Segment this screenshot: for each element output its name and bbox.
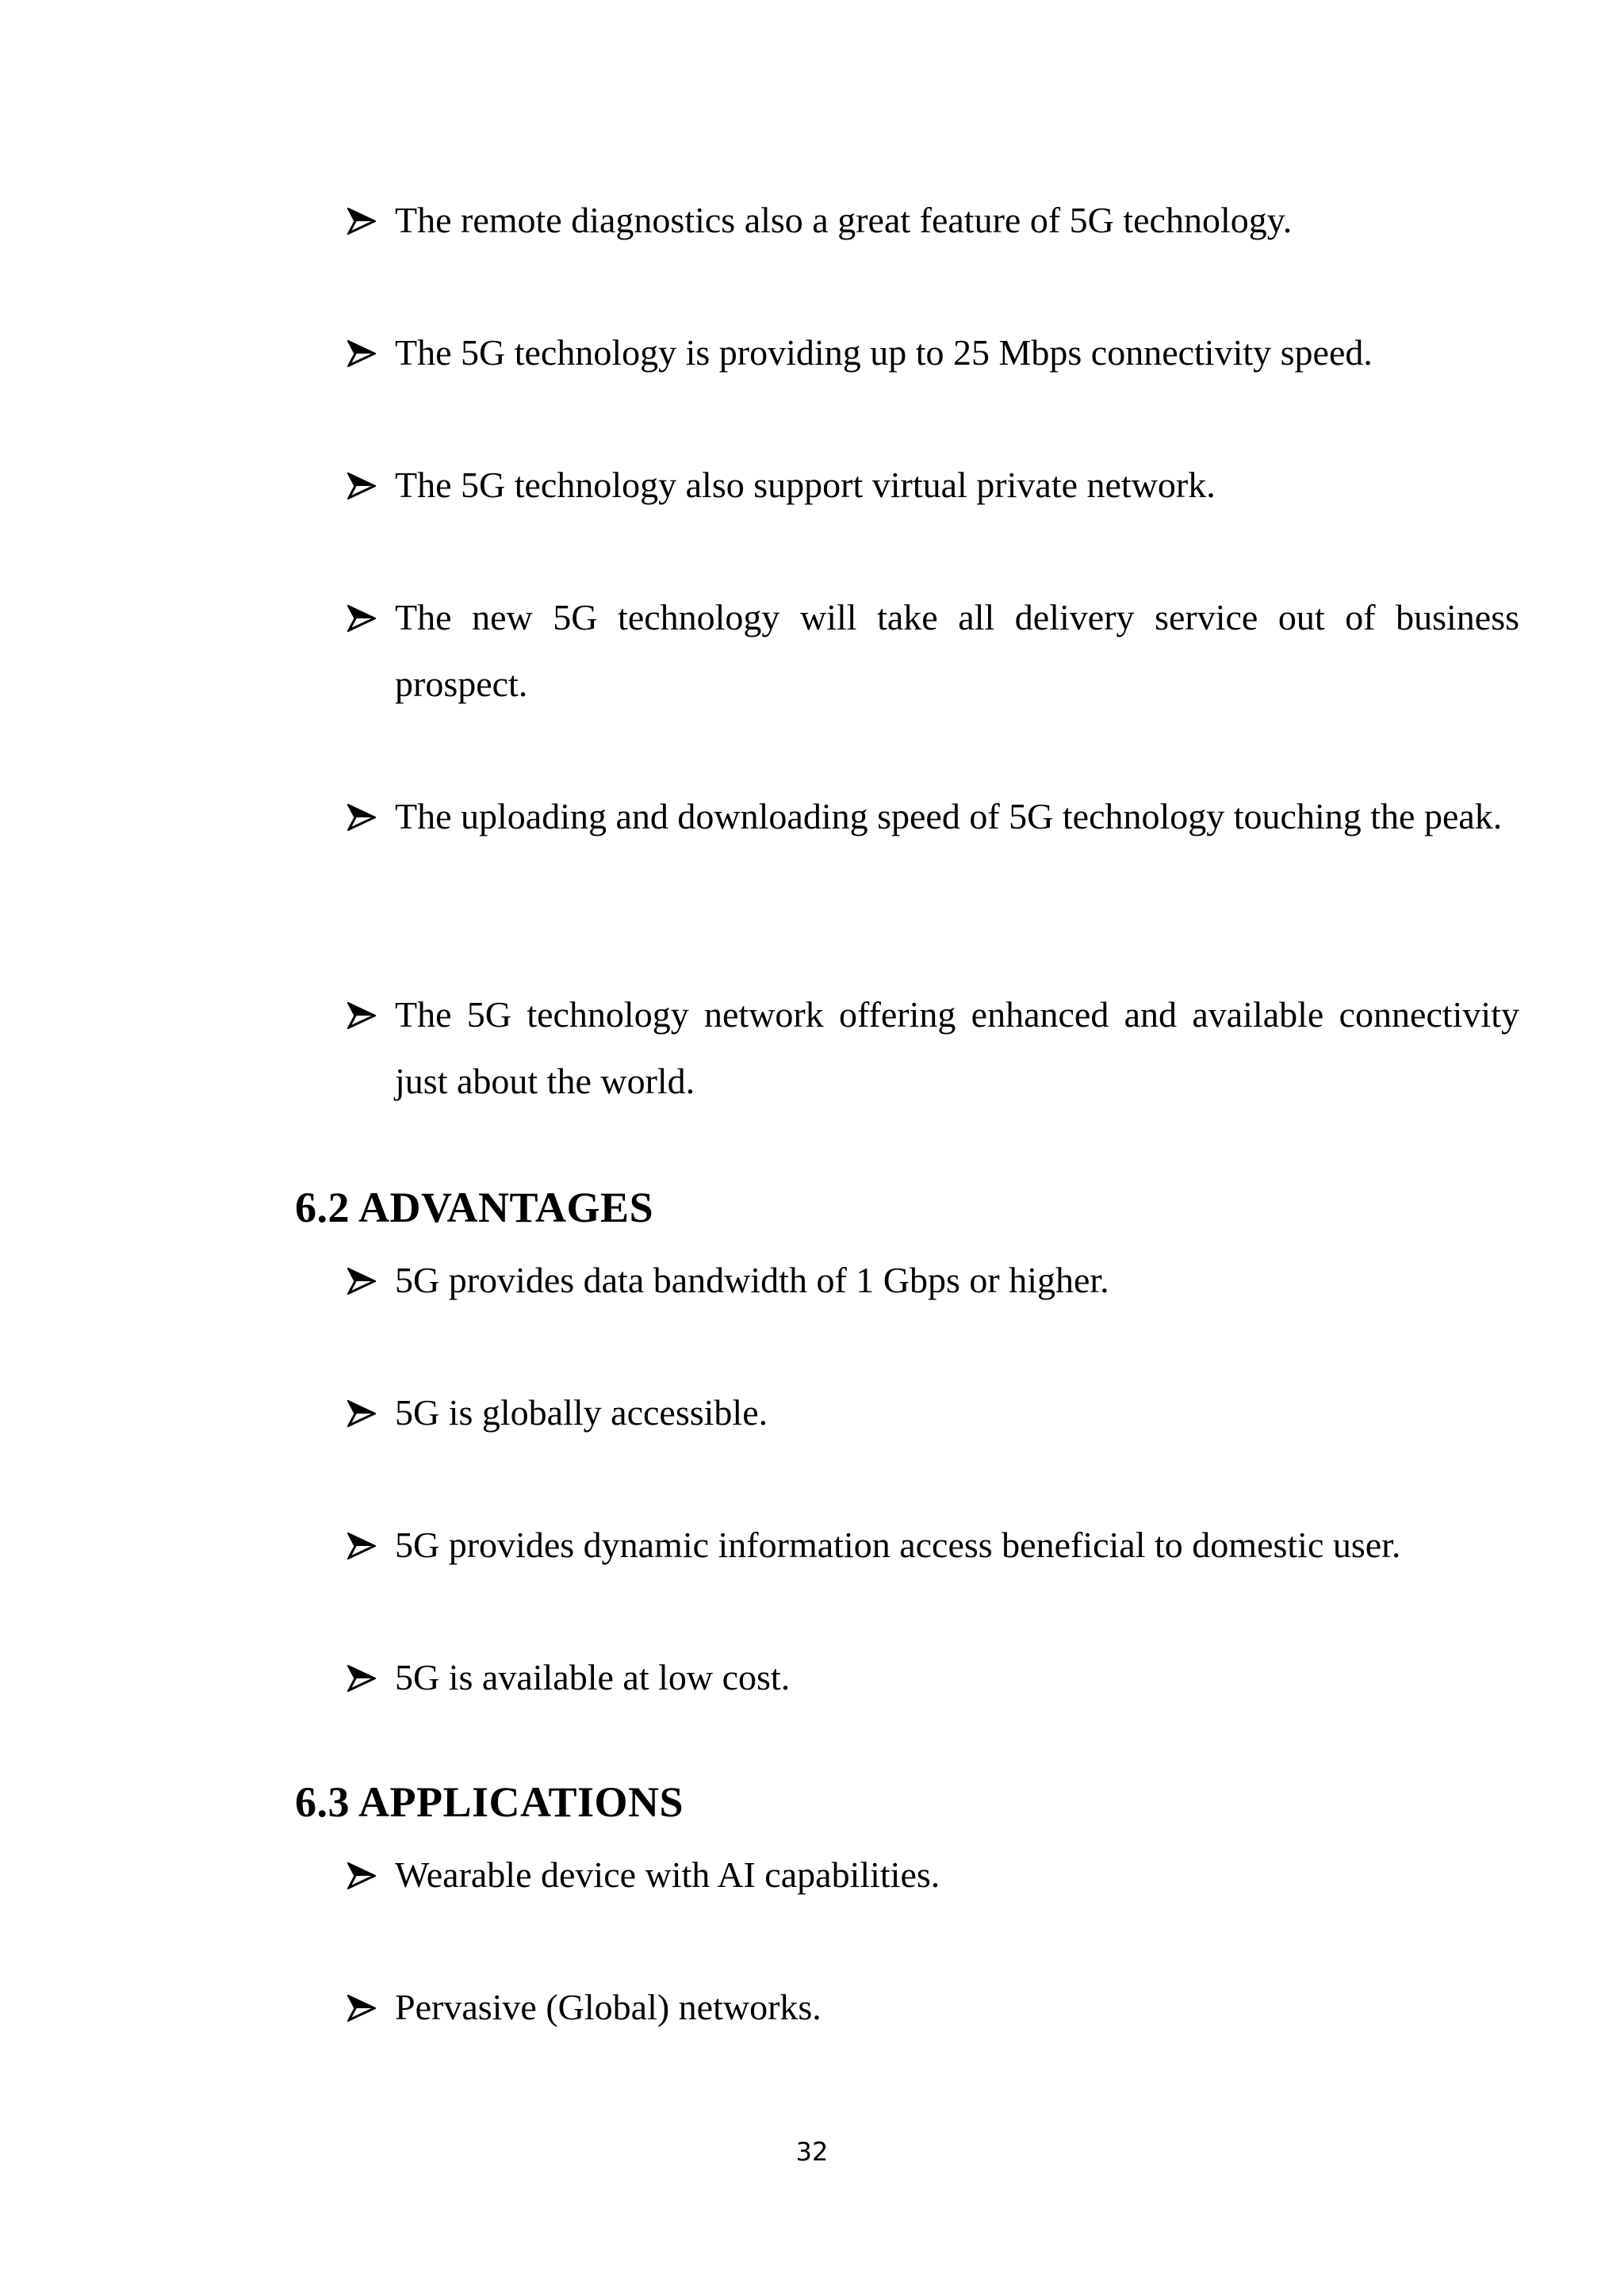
list-item-text: The remote diagnostics also a great feature of 5G technology. (395, 200, 1293, 240)
list-item-text: 5G is globally accessible. (395, 1392, 768, 1433)
arrowhead-bullet-icon (346, 1247, 385, 1314)
section-heading-applications: 6.3 APPLICATIONS (295, 1778, 684, 1826)
list-item-text: Pervasive (Global) networks. (395, 1987, 822, 2027)
list-item-text: 5G provides dynamic information access beneficial to domestic user. (395, 1525, 1401, 1565)
list-item (346, 187, 1519, 254)
list-item-text: The 5G technology also support virtual private network. (395, 465, 1216, 505)
list-item (346, 584, 1519, 718)
arrowhead-bullet-icon (346, 452, 385, 519)
list-item (346, 1644, 1519, 1711)
list-item (346, 1380, 1519, 1446)
list-item-text: The new 5G technology will take all delivery service out of business prospect. (395, 597, 1519, 704)
list-item (346, 452, 1519, 519)
arrowhead-bullet-icon (346, 1842, 385, 1908)
section-heading-advantages: 6.2 ADVANTAGES (295, 1184, 654, 1231)
list-item-text: 5G provides data bandwidth of 1 Gbps or higher. (395, 1260, 1109, 1300)
arrowhead-bullet-icon (346, 783, 385, 850)
arrowhead-bullet-icon (346, 584, 385, 651)
arrowhead-bullet-icon (346, 187, 385, 254)
arrowhead-bullet-icon (346, 1644, 385, 1711)
arrowhead-bullet-icon (346, 1512, 385, 1578)
list-item-text: The 5G technology network offering enhanced and available connectivity just about the world. (395, 994, 1519, 1101)
list-item (346, 320, 1519, 386)
list-item (346, 982, 1519, 1115)
list-item (346, 1247, 1519, 1314)
list-item (346, 1842, 1519, 1908)
page-number: 32 (795, 2137, 829, 2167)
list-item (346, 1512, 1519, 1578)
arrowhead-bullet-icon (346, 1974, 385, 2041)
arrowhead-bullet-icon (346, 320, 385, 386)
arrowhead-bullet-icon (346, 1380, 385, 1446)
list-item-text: The uploading and downloading speed of 5G technology touching the peak. (395, 796, 1503, 836)
list-item-text: Wearable device with AI capabilities. (395, 1854, 940, 1895)
list-item (346, 783, 1519, 850)
arrowhead-bullet-icon (346, 982, 385, 1048)
list-item (346, 1974, 1519, 2041)
list-item-text: The 5G technology is providing up to 25 Mbps connectivity speed. (395, 332, 1373, 373)
list-item-text: 5G is available at low cost. (395, 1657, 791, 1697)
